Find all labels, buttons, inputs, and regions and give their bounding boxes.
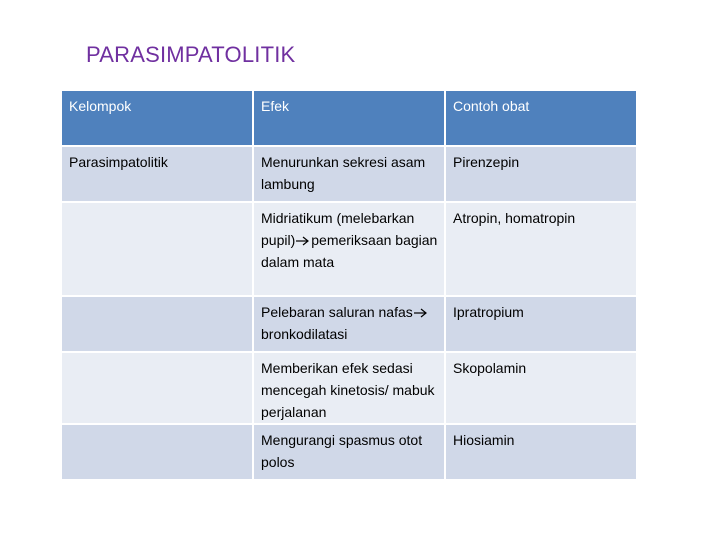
column-header-contoh-obat: Contoh obat bbox=[445, 90, 637, 146]
cell-effect: Memberikan efek sedasi mencegah kinetosis/ mabuk perjalanan bbox=[253, 352, 445, 424]
cell-drug: Skopolamin bbox=[445, 352, 637, 424]
cell-group bbox=[61, 202, 253, 296]
arrow-right-icon bbox=[296, 236, 310, 246]
cell-group bbox=[61, 352, 253, 424]
cell-group bbox=[61, 424, 253, 480]
table-row bbox=[61, 352, 637, 424]
cell-group: Parasimpatolitik bbox=[61, 146, 253, 202]
column-header-kelompok: Kelompok bbox=[61, 90, 253, 146]
table-header-row bbox=[61, 90, 637, 146]
cell-effect bbox=[253, 202, 445, 296]
cell-drug: Atropin, homatropin bbox=[445, 202, 637, 296]
cell-effect bbox=[253, 296, 445, 352]
effect-text-post: bronkodilatasi bbox=[261, 326, 348, 342]
drug-table bbox=[60, 89, 638, 481]
cell-drug: Ipratropium bbox=[445, 296, 637, 352]
arrow-right-icon bbox=[414, 308, 428, 318]
table-row bbox=[61, 296, 637, 352]
table-row bbox=[61, 424, 637, 480]
effect-text-pre: Midriatikum (melebarkan pupil) bbox=[261, 210, 415, 248]
column-header-efek: Efek bbox=[253, 90, 445, 146]
effect-text-post: pemeriksaan bagian dalam mata bbox=[261, 232, 438, 270]
cell-group bbox=[61, 296, 253, 352]
effect-text-pre: Pelebaran saluran nafas bbox=[261, 304, 413, 320]
cell-drug: Hiosiamin bbox=[445, 424, 637, 480]
page-title: PARASIMPATOLITIK bbox=[86, 42, 296, 67]
table-row bbox=[61, 146, 637, 202]
cell-effect: Menurunkan sekresi asam lambung bbox=[253, 146, 445, 202]
cell-drug: Pirenzepin bbox=[445, 146, 637, 202]
cell-effect: Mengurangi spasmus otot polos bbox=[253, 424, 445, 480]
table-row bbox=[61, 202, 637, 296]
